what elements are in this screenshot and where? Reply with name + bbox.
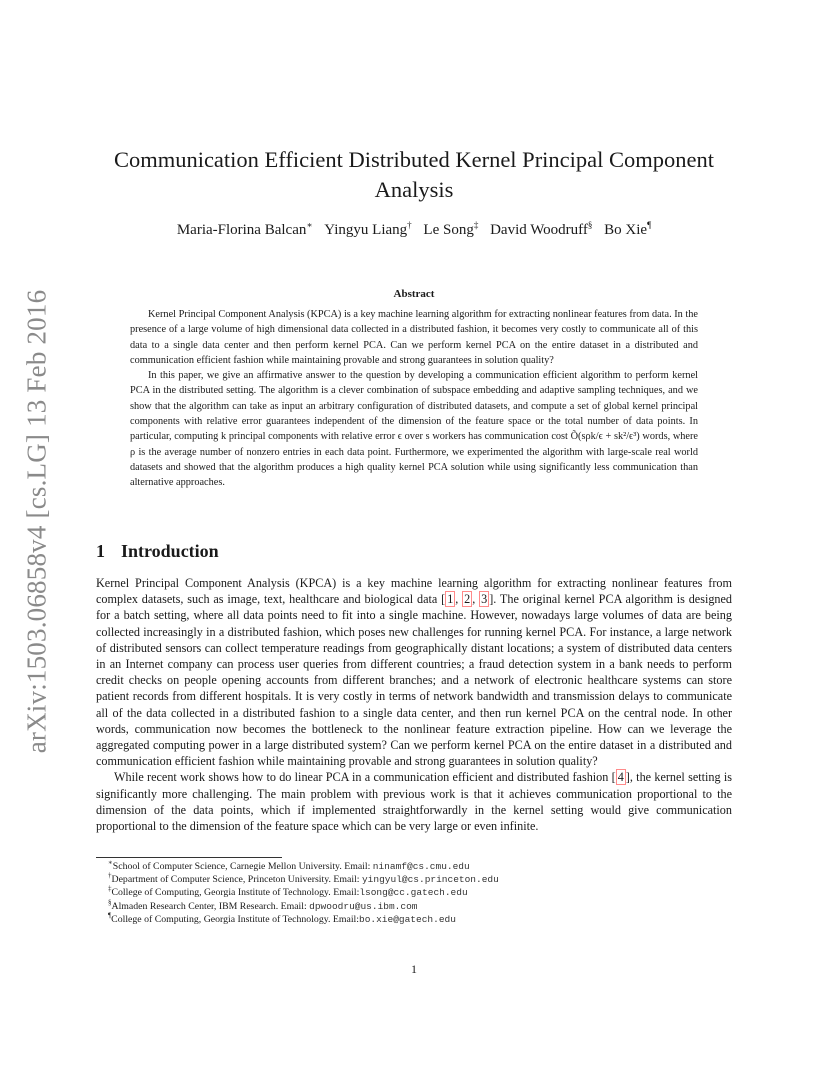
title-line-1: Communication Efficient Distributed Kernel Principal Component — [113, 147, 715, 172]
section-heading-introduction — [96, 541, 219, 562]
introduction-body — [96, 575, 732, 834]
intro-paragraph-2: While recent work shows how to do linear PCA in a communication efficient and distributed fashion [ 4 ], the kernel setting is significantly more challenging. The main problem with previous work is that it achieves communication proportional to the dimension of the data points, which if implemented straightforwardly in the kernel setting would give communication proportional to the dimension of the feature space which can be very large or even infinite. — [96, 770, 732, 834]
intro-paragraph-1: Kernel Principal Component Analysis (KPCA) is a key machine learning algorithm for extracting nonlinear features from complex datasets, such as image, text, healthcare and biological data [ 1 , 2 , 3 ]. The original kernel PCA algorithm is designed for a batch setting, where all data points need to fit into a single machine. However, nowadays large volumes of data are being collected increasingly in a distributed fashion, which poses new challenges for running kernel PCA. For instance, a large network of distributed sensors can collect temperature readings from geographically distant locations; a system of distributed data centers in an Internet company can process user queries from different countries; a fraud detection system in a bank needs to perform credit checks on people opening accounts from different branches; and a network of electronic healthcare systems can store patient records from different hospitals. It is very costly in terms of network bandwidth and transmission delays to communicate all of the data collected in a distributed fashion to a single data center, and then run kernel PCA on the central node. In other words, communication now becomes the bottleneck to the nonlinear feature extraction pipeline. How can we leverage the aggregated computing power in a large distributed system? Can we perform kernel PCA on the entire dataset in a distributed and communication efficient fashion while maintaining provable and strong guarantees in solution quality? — [96, 576, 733, 769]
author-mark: † — [407, 220, 412, 230]
section-number: 1 — [96, 541, 105, 561]
footnote-balcan: ∗School of Computer Science, Carnegie Mellon University. Email: ninamf@cs.cmu.edu — [108, 858, 470, 872]
email-link[interactable]: yingyul@cs.princeton.edu — [361, 874, 499, 886]
footnote-liang: †Department of Computer Science, Princeton University. Email: yingyul@cs.princeton.edu — [108, 871, 499, 886]
title-line-2: Analysis — [374, 177, 454, 202]
footnote-song: ‡College of Computing, Georgia Institute of Technology. Email:lsong@cc.gatech.edu — [108, 885, 468, 899]
citation-link[interactable]: 1 — [447, 592, 454, 607]
abstract-paragraph-2: In this paper, we give an affirmative answer to the question by developing a communication efficient algorithm to perform kernel PCA in the distributed setting. The algorithm is a clever combination of subspace embedding and adaptive sampling techniques, and we show that the algorithm can take as input an arbitrary configuration of distributed datasets, and compute a set of global kernel principal components with relative error guarantees independent of the dimension of the feature space or the total number of data points. In particular, computing k principal components with relative error ϵ over s workers has communication cost Õ(sρk/ϵ + sk²/ϵ³) words, where ρ is the average number of nonzero entries in each data point. Furthermore, we experimented the algorithm with large-scale real world datasets and showed that the algorithm produces a high quality kernel PCA solution while using significantly less communication than alternative approaches. — [130, 370, 698, 489]
footnote-rule — [96, 857, 282, 858]
abstract-body — [130, 307, 698, 491]
author-liang: Yingyu Liang† — [324, 220, 412, 238]
footnote-xie: ¶College of Computing, Georgia Institute of Technology. Email:bo.xie@gatech.edu — [108, 911, 456, 925]
author-balcan: Maria-Florina Balcan∗ — [176, 220, 313, 238]
footnote-woodruff: §Almaden Research Center, IBM Research. Email: dpwoodru@us.ibm.com — [108, 898, 418, 912]
arxiv-side-stamp — [22, 286, 52, 756]
email-link[interactable]: dpwoodru@us.ibm.com — [309, 900, 418, 912]
email-link[interactable]: bo.xie@gatech.edu — [359, 913, 456, 925]
email-link[interactable]: lsong@cc.gatech.edu — [359, 887, 468, 899]
paper-title — [96, 145, 732, 205]
section-title: Introduction — [121, 541, 219, 561]
author-song: Le Song‡ — [423, 220, 479, 238]
abstract-paragraph-1: Kernel Principal Component Analysis (KPCA) is a key machine learning algorithm for extracting nonlinear features from data. In the presence of a large volume of high dimensional data collected in a distributed fashion, it becomes very costly to communicate all of this data to a single data center and then perform kernel PCA. Can we perform kernel PCA on the entire dataset in a distributed and communication efficient fashion while maintaining provable and strong guarantees in solution quality? — [130, 309, 698, 366]
arxiv-identifier: arXiv:1503.06858v4 [cs.LG] 13 Feb 2016 — [21, 289, 52, 753]
author-list — [96, 220, 732, 239]
email-link[interactable]: ninamf@cs.cmu.edu — [372, 861, 470, 872]
citation-link[interactable]: 3 — [481, 592, 488, 607]
citation-link[interactable]: 2 — [464, 592, 471, 607]
author-xie: Bo Xie¶ — [604, 220, 652, 238]
author-woodruff: David Woodruff§ — [490, 220, 593, 238]
author-mark: ¶ — [647, 220, 652, 230]
footnotes — [108, 860, 728, 926]
abstract-heading: Abstract — [393, 288, 435, 300]
author-mark: ‡ — [473, 220, 479, 230]
page-number: 1 — [411, 962, 417, 976]
author-mark: § — [587, 220, 593, 230]
author-mark: ∗ — [306, 220, 313, 230]
citation-link[interactable]: 4 — [617, 770, 624, 785]
